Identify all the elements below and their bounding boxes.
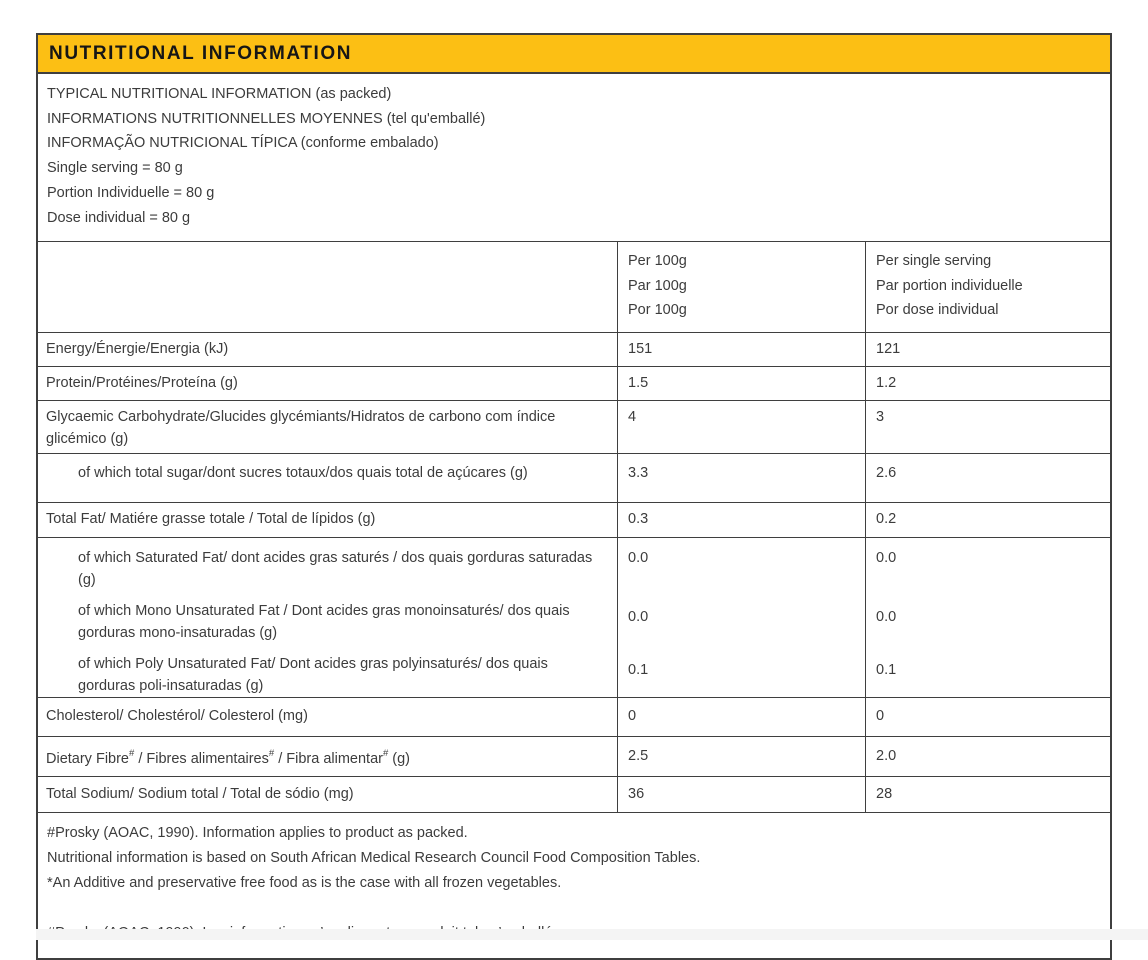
- value-per-100g: 151: [617, 333, 865, 366]
- row-label: of which total sugar/dont sucres totaux/dos quais total de açúcares (g): [78, 465, 528, 482]
- table-row-dietary-fibre: [38, 736, 1110, 776]
- table-row-energy: [38, 332, 1110, 366]
- value-per-serving: 3: [865, 401, 1110, 453]
- column-header-line: Por 100g: [628, 302, 687, 319]
- column-header-line: Per 100g: [628, 253, 687, 270]
- table-row-cholesterol: [38, 697, 1110, 736]
- row-label: Glycaemic Carbohydrate/Glucides glycémiants/Hidratos de carbono com índice glicémico (g): [46, 409, 556, 447]
- table-row-total-fat: [38, 502, 1110, 537]
- fibre-footnote-mark: #: [382, 747, 389, 759]
- value-per-serving: 2.0: [865, 737, 1110, 776]
- table-row-fat-breakdown: [38, 537, 1110, 697]
- value-per-100g: 0.0: [617, 591, 865, 644]
- fibre-label-text: Dietary Fibre# / Fibres alimentaires# / Fibra alimentar# (g): [46, 747, 411, 767]
- column-header-line: Per single serving: [876, 253, 992, 270]
- row-label: Total Sodium/ Sodium total / Total de sódio (mg): [46, 785, 354, 802]
- value-per-serving: 0: [865, 698, 1110, 736]
- value-per-serving: 121: [865, 333, 1110, 366]
- value-per-serving: 0.0: [865, 591, 1110, 644]
- table-row-total-sugar: [38, 453, 1110, 502]
- table-row-protein: [38, 366, 1110, 400]
- value-per-100g: 0.3: [617, 503, 865, 537]
- value-per-100g: 0.0: [617, 538, 865, 591]
- row-label: Cholesterol/ Cholestérol/ Colesterol (mg): [46, 708, 308, 725]
- row-label: Total Fat/ Matiére grasse totale / Total de lípidos (g): [46, 511, 376, 528]
- value-per-serving: 28: [865, 777, 1110, 812]
- row-label-mono-unsaturated-fat: of which Mono Unsaturated Fat / Dont acides gras monoinsaturés/ dos quais gorduras mono-insaturadas (g): [78, 603, 570, 641]
- table-row-total-sodium: [38, 776, 1110, 812]
- row-label-dietary-fibre: [38, 737, 617, 776]
- footnote-blank: [47, 896, 1099, 921]
- column-header-line: Par 100g: [628, 277, 687, 294]
- intro-block: [38, 74, 1110, 241]
- value-per-100g: 0.1: [617, 644, 865, 697]
- row-label-poly-unsaturated-fat: of which Poly Unsaturated Fat/ Dont acides gras polyinsaturés/ dos quais gorduras poli-insaturadas (g): [78, 656, 548, 694]
- value-per-serving: 0.1: [865, 644, 1110, 697]
- intro-line-serving-fr: Portion Individuelle = 80 g: [47, 184, 215, 201]
- column-header-row: [38, 241, 1110, 332]
- footnote-additive: *An Additive and preservative free food as is the case with all frozen vegetables.: [47, 875, 562, 892]
- value-per-100g: 0: [617, 698, 865, 736]
- value-per-serving: 0.0: [865, 538, 1110, 591]
- footnote-source: Nutritional information is based on South African Medical Research Council Food Composition Tables.: [47, 850, 701, 867]
- value-per-100g: 4: [617, 401, 865, 453]
- value-per-serving: 0.2: [865, 503, 1110, 537]
- column-header-per-serving: [865, 242, 1110, 332]
- column-header-empty: [38, 242, 617, 332]
- value-per-100g: 36: [617, 777, 865, 812]
- row-label-saturated-fat: of which Saturated Fat/ dont acides gras saturés / dos quais gorduras saturadas (g): [78, 550, 593, 588]
- intro-line-serving-pt: Dose individual = 80 g: [47, 209, 191, 226]
- fibre-footnote-mark: #: [268, 747, 275, 759]
- intro-line-typical-fr: INFORMATIONS NUTRITIONNELLES MOYENNES (tel qu'emballé): [47, 110, 486, 127]
- intro-line-serving-en: Single serving = 80 g: [47, 160, 183, 177]
- intro-line-typical-en: TYPICAL NUTRITIONAL INFORMATION (as packed): [47, 86, 392, 102]
- column-header-line: Par portion individuelle: [876, 277, 1023, 294]
- cropped-section-edge: [36, 929, 1148, 940]
- panel-title: NUTRITIONAL INFORMATION: [49, 42, 353, 64]
- value-per-100g: 1.5: [617, 367, 865, 400]
- row-label: Protein/Protéines/Proteína (g): [46, 374, 238, 391]
- panel-title-bar: [38, 35, 1110, 74]
- footnote-prosky-en: #Prosky (AOAC, 1990). Information applies to product as packed.: [47, 825, 468, 842]
- column-header-per-100g: [617, 242, 865, 332]
- value-per-100g: 2.5: [617, 737, 865, 776]
- row-label: Energy/Énergie/Energia (kJ): [46, 340, 229, 357]
- value-per-serving: 1.2: [865, 367, 1110, 400]
- value-per-serving: 2.6: [865, 454, 1110, 502]
- value-per-100g: 3.3: [617, 454, 865, 502]
- nutrition-panel: [36, 33, 1112, 960]
- intro-line-typical-pt: INFORMAÇÃO NUTRICIONAL TÍPICA (conforme embalado): [47, 135, 439, 152]
- fibre-footnote-mark: #: [129, 747, 135, 759]
- table-row-glycaemic-carbohydrate: [38, 400, 1110, 453]
- column-header-line: Por dose individual: [876, 302, 999, 319]
